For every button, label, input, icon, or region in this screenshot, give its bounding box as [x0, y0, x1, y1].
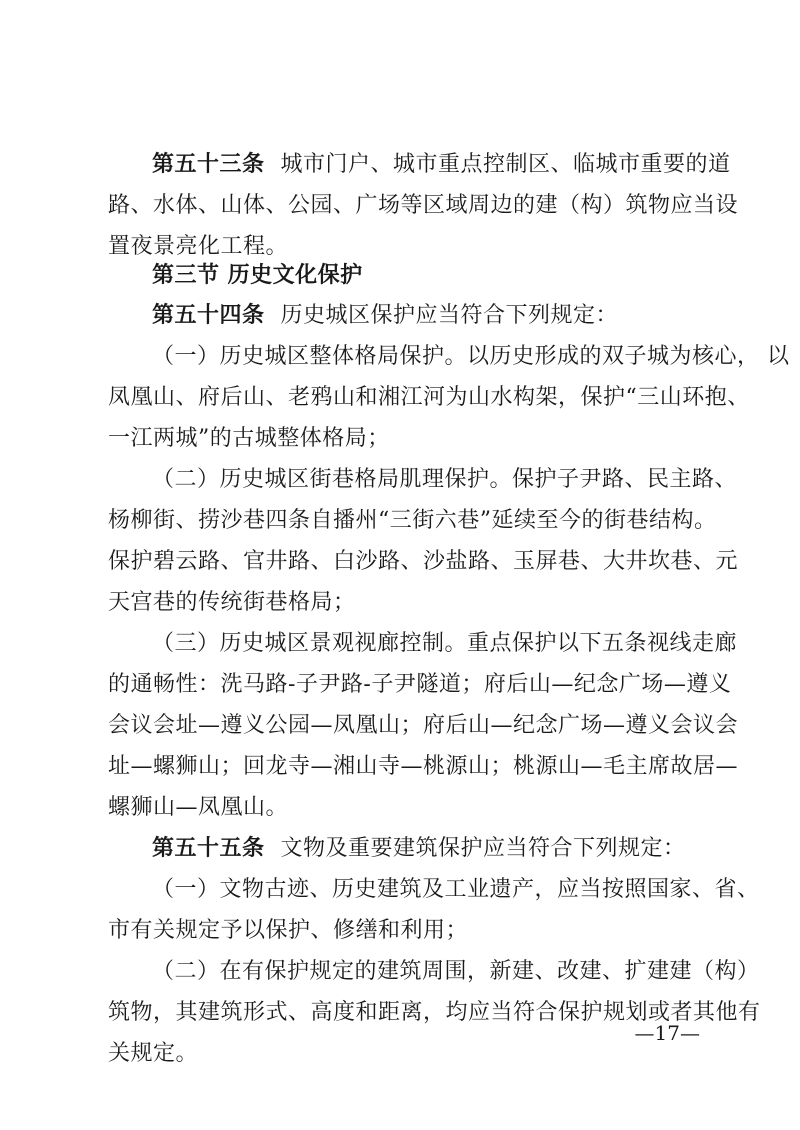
- article-55-intro: 文物及重要建筑保护应当符合下列规定：: [280, 836, 686, 861]
- article-54-item-3-line-4: 址—螺狮山；回龙寺—湘山寺—桃源山；桃源山—毛主席故居—: [108, 754, 739, 779]
- article-55-item-2-line-2: 筑物，其建筑形式、高度和距离，均应当符合保护规划或者其他有: [108, 1000, 761, 1025]
- article-55-line-1: [152, 829, 712, 869]
- article-55-item-2-line-1: （二）在有保护规定的建筑周围，新建、改建、扩建建（构）: [152, 959, 760, 984]
- article-53-line-2: 路、水体、山体、公园、广场等区域周边的建（构）筑物应当设: [108, 193, 739, 218]
- article-54-item-1-line-2: 凤凰山、府后山、老鸦山和湘江河为山水构架，保护“三山环抱、: [108, 385, 750, 410]
- article-54-item-1-line-1: （一）历史城区整体格局保护。以历史形成的双子城为核心， 以: [152, 344, 790, 369]
- article-54-item-3-line-2: 的通畅性：洗马路-子尹路-子尹隧道；府后山—纪念广场—遵义: [108, 672, 732, 697]
- article-55-item-1-line-2: 市有关规定予以保护、修缮和利用；: [108, 918, 469, 943]
- article-54-line-1: [152, 296, 712, 336]
- section-heading: 第三节 历史文化保护: [152, 263, 363, 288]
- article-55-item-1-line-1: （一）文物古迹、历史建筑及工业遗产，应当按照国家、省、: [152, 877, 760, 902]
- article-54-intro: 历史城区保护应当符合下列规定：: [280, 303, 619, 328]
- article-53-title: 第五十三条: [152, 152, 265, 177]
- article-54-item-2-line-1: （二）历史城区街巷格局肌理保护。保护子尹路、民主路、: [152, 467, 738, 492]
- article-55-item-2-line-3: 关规定。: [108, 1041, 199, 1066]
- article-54-item-2-line-4: 天宫巷的传统街巷格局；: [108, 590, 356, 615]
- page-number: —17—: [634, 1021, 700, 1045]
- article-53-text: 城市门户、城市重点控制区、临城市重要的道: [280, 152, 731, 177]
- article-54-item-2-line-3: 保护碧云路、官井路、白沙路、沙盐路、玉屏巷、大井坎巷、元: [108, 549, 739, 574]
- article-54-item-2-line-2: 杨柳街、捞沙巷四条自播州“三街六巷”延续至今的街巷结构。: [108, 508, 717, 533]
- article-54-title: 第五十四条: [152, 303, 265, 328]
- article-54-item-3-line-5: 螺狮山—凤凰山。: [108, 795, 289, 820]
- article-54-item-3-line-1: （三）历史城区景观视廊控制。重点保护以下五条视线走廊: [152, 631, 738, 656]
- article-54-item-3-line-3: 会议会址—遵义公园—凤凰山；府后山—纪念广场—遵义会议会: [108, 713, 739, 738]
- article-55-title: 第五十五条: [152, 836, 265, 861]
- article-53-line-3: 置夜景亮化工程。: [108, 234, 289, 259]
- article-54-item-1-line-3: 一江两城”的古城整体格局；: [108, 426, 390, 451]
- article-53-line-1: [152, 145, 731, 185]
